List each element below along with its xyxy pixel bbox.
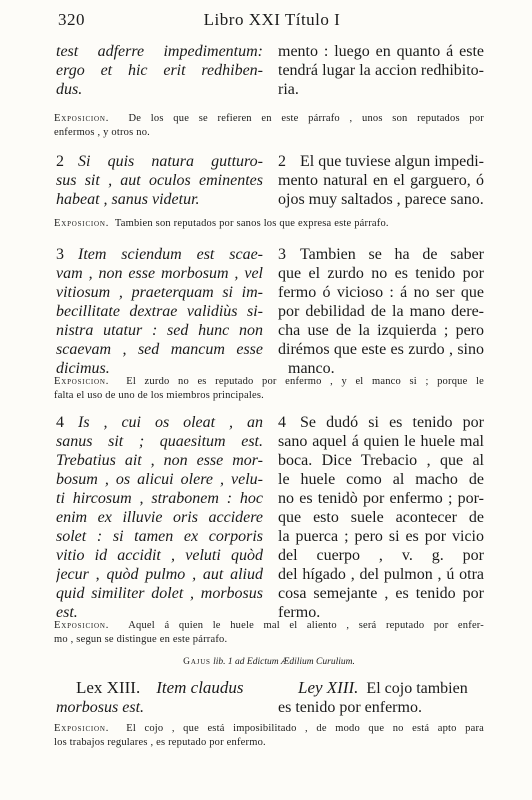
exposicion-line [54, 375, 484, 389]
spanish-line: le huele como al macho de [278, 471, 484, 488]
citation-source: lib. 1 ad Edictum Ædilium Curulium. [213, 657, 355, 667]
spanish-line: la puerca ; pero si es por vicio [278, 528, 484, 545]
page-header [58, 10, 486, 34]
exposicion-line: enfermos , y otros no. [54, 127, 150, 138]
exposicion-line: falta el uso de uno de los miembros principales. [54, 390, 264, 401]
spanish-ley-13 [278, 678, 488, 717]
spanish-line: manco. [288, 360, 335, 377]
latin-section-4 [56, 413, 263, 622]
exposicion-label: Exposicion. [54, 113, 110, 124]
latin-line: ergo et hic erit redhiben- [56, 62, 263, 79]
latin-line: habeat , sanus videtur. [56, 191, 200, 208]
lex-label: Lex XIII. [76, 678, 141, 697]
spanish-line: ojos muy saltados , parece sano. [278, 191, 484, 208]
spanish-line: 2 El que tuviese algun impedi- [278, 153, 484, 170]
source-citation [54, 657, 484, 667]
exposicion-label: Exposicion. [54, 376, 110, 387]
spanish-line: mento : luego en quanto á este [278, 43, 484, 60]
latin-line: vitiosum , praeterquam si im- [56, 284, 263, 301]
exposicion-text: El zurdo no es reputado por enfermo , y el manco si ; porque le [126, 376, 484, 387]
latin-line: 4 Is , cui os oleat , an [56, 414, 263, 431]
spanish-line: es tenido por enfermo. [278, 699, 422, 716]
exposicion-line: los trabajos regulares , es reputado por enfermo. [54, 737, 266, 748]
spanish-line: El cojo tambien [366, 680, 468, 697]
latin-line: est. [56, 604, 78, 621]
spanish-line: boca. Dice Trebacio , que al [278, 452, 484, 469]
exposicion-line [54, 217, 484, 231]
exposicion-label: Exposicion. [54, 620, 110, 631]
exposicion-line [54, 619, 484, 633]
section-number: 3 [56, 246, 64, 263]
spanish-line: tendrá lugar la accion redhibito- [278, 62, 484, 79]
latin-line: sanus sit ; quaesitum est. [56, 433, 263, 450]
exposicion-1 [54, 112, 484, 140]
section-number: 4 [278, 414, 286, 431]
latin-line: 2 Si quis natura gutturo- [56, 153, 263, 170]
latin-line: vitio id accidit , veluti quòd [56, 547, 263, 564]
spanish-line: que el zurdo no es tenido por [278, 265, 484, 282]
latin-line: Trebatius ait , non esse mor- [56, 452, 263, 469]
exposicion-line: mo , segun se distingue en este párrafo. [54, 634, 228, 645]
citation-author: Gajus [183, 657, 211, 667]
section-number: 2 [278, 153, 286, 170]
spanish-section-4 [278, 413, 484, 622]
spanish-line: del hígado , del pulmon , ú otra [278, 566, 484, 583]
latin-line: Item claudus [156, 678, 244, 697]
exposicion-2 [54, 217, 484, 231]
latin-line: scaevam , sed mancum esse [56, 341, 263, 358]
exposicion-3 [54, 375, 484, 403]
spanish-line: fermo ó vicioso : á no ser que [278, 284, 484, 301]
spanish-line: 3 Tambien se ha de saber [278, 246, 484, 263]
spanish-line: cha use de la izquierda ; pero [278, 322, 484, 339]
page-number: 320 [58, 10, 85, 29]
latin-line: vam , non esse morbosum , vel [56, 265, 263, 282]
spanish-line: que esto suele acontecer de [278, 509, 484, 526]
spanish-line: sano aquel á quien le huele mal [278, 433, 484, 450]
spanish-line: 4 Se dudó si es tenido por [278, 414, 484, 431]
latin-line: dus. [56, 81, 83, 98]
latin-line: nistra utatur : sed hunc non [56, 322, 263, 339]
exposicion-line [54, 722, 484, 736]
exposicion-label: Exposicion. [54, 218, 110, 229]
exposicion-4 [54, 619, 484, 647]
latin-fragment [56, 42, 263, 99]
latin-line: becillitate dextrae validiùs si- [56, 303, 263, 320]
latin-line: solet : si tamen ex corporis [56, 528, 263, 545]
ley-label: Ley XIII. [298, 678, 359, 697]
spanish-section-3 [278, 245, 484, 378]
running-title: Libro XXI Título I [203, 10, 341, 29]
section-number: 4 [56, 414, 64, 431]
exposicion-line [54, 112, 484, 126]
exposicion-5 [54, 722, 484, 750]
spanish-line: mento natural en el garguero, ó [278, 172, 484, 189]
latin-section-3 [56, 245, 263, 378]
latin-line: morbosus est. [56, 699, 145, 716]
latin-line: 3 Item sciendum est scae- [56, 246, 263, 263]
latin-lex-13 [56, 678, 266, 717]
spanish-fragment [278, 42, 484, 99]
spanish-line: del cuerpo , v. g. por [278, 547, 484, 564]
spanish-line: fermo. [278, 604, 321, 621]
section-number: 2 [56, 153, 64, 170]
spanish-line: no es tenidò por enfermo ; por- [278, 490, 484, 507]
latin-line: enim ex illuvie oris accidere [56, 509, 263, 526]
exposicion-text: Tambien son reputados por sanos los que expresa este párrafo. [114, 218, 389, 229]
exposicion-text: Aquel á quien le huele mal el aliento , será reputado por enfer- [128, 620, 484, 631]
latin-line: jecur , quòd pulmo , aut aliud [56, 566, 263, 583]
exposicion-label: Exposicion. [54, 723, 110, 734]
spanish-line: ria. [278, 81, 299, 98]
latin-line: bosum , os alicui olere , velu- [56, 471, 263, 488]
latin-line: dicimus. [56, 360, 110, 377]
latin-line: ti hircosum , strabonem : hoc [56, 490, 263, 507]
latin-line: quid similiter dolet , morbosus [56, 585, 263, 602]
exposicion-text: De los que se refieren en este párrafo , unos son reputados por [128, 113, 484, 124]
spanish-section-2 [278, 152, 484, 209]
latin-line: sus sit , aut oculos eminentes [56, 172, 263, 189]
latin-section-2 [56, 152, 263, 209]
spanish-line: dirémos que este es zurdo , sino [278, 341, 484, 358]
spanish-line: cosa semejante , es tenido por [278, 585, 484, 602]
section-number: 3 [278, 246, 286, 263]
latin-line: test adferre impedimentum: [56, 43, 263, 60]
spanish-line: por debilidad de la mano dere- [278, 303, 484, 320]
exposicion-text: El cojo , que está imposibilitado , de modo que no está apto para [126, 723, 484, 734]
